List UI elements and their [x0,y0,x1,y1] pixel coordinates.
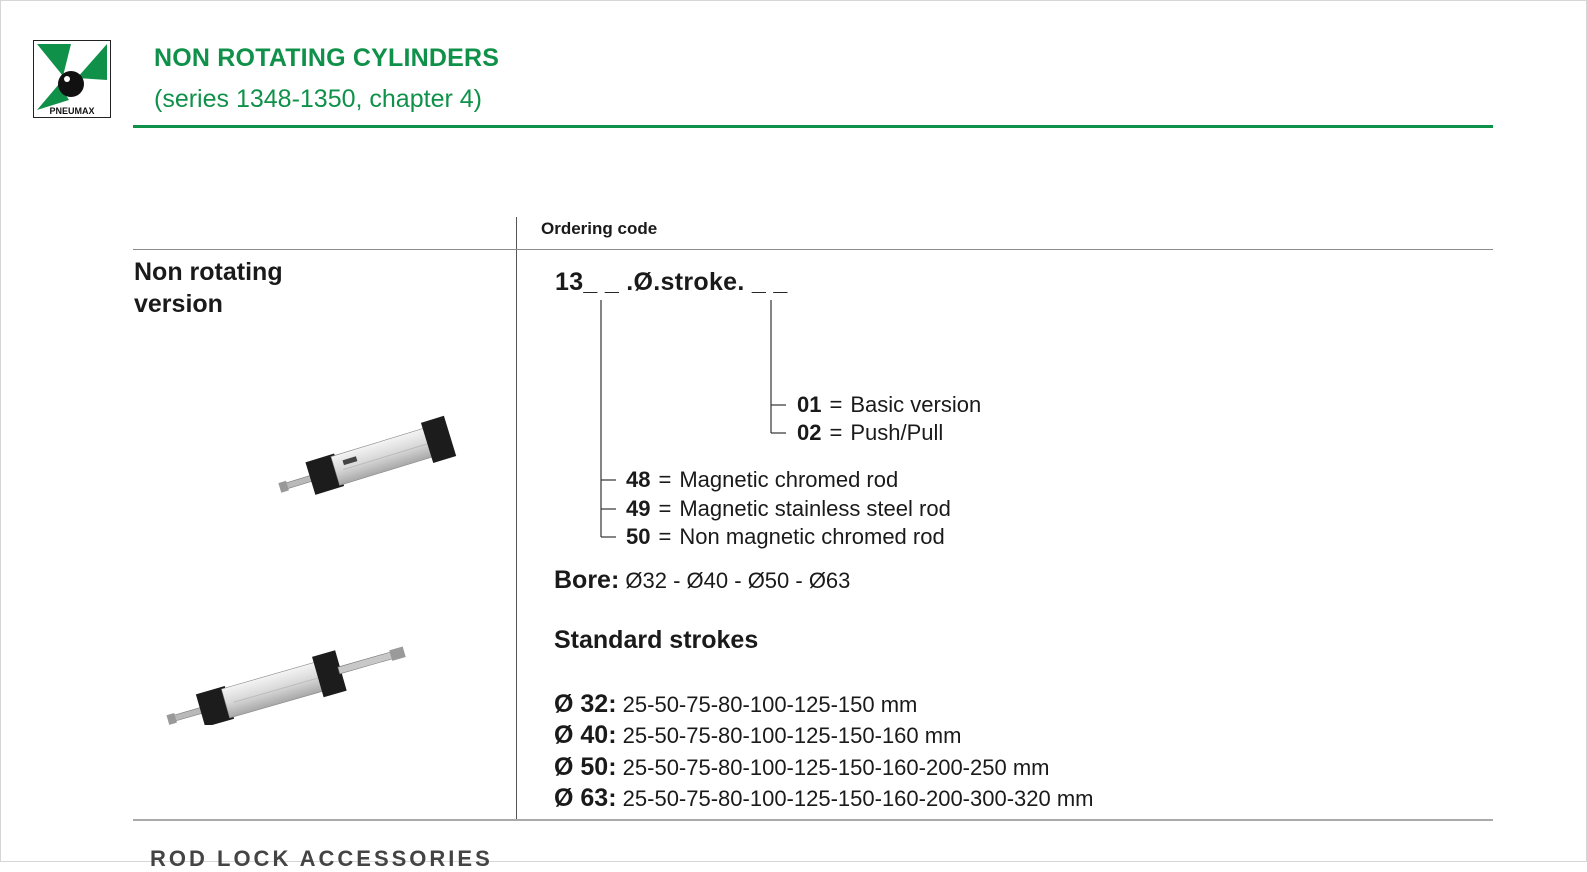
option-desc: Basic version [850,392,982,417]
option-desc: Push/Pull [850,420,944,445]
option-eq: = [829,392,843,417]
option-code: 02 [797,420,822,445]
stroke-row-40 [554,721,961,750]
standard-strokes-title: Standard strokes [554,626,759,654]
rod-option-50 [626,524,945,550]
option-code: 48 [626,467,651,492]
stroke-values: 25-50-75-80-100-125-150 mm [622,692,918,717]
stroke-bore: Ø 50: [554,753,617,781]
bore-line [554,566,850,595]
option-eq: = [658,467,672,492]
option-desc: Magnetic chromed rod [679,467,899,492]
version-option-01 [797,392,981,418]
rod-option-48 [626,467,898,493]
ordering-code-pattern: 13_ _ .Ø.stroke. _ _ [555,268,788,296]
stroke-values: 25-50-75-80-100-125-150-160-200-300-320 mm [622,786,1094,811]
stroke-values: 25-50-75-80-100-125-150-160 mm [622,723,962,748]
logo-text: PNEUMAX [49,106,95,116]
option-desc: Magnetic stainless steel rod [679,496,951,521]
page-subtitle: (series 1348-1350, chapter 4) [154,85,482,113]
ordering-code-header: Ordering code [541,219,658,238]
stroke-bore: Ø 32: [554,690,617,718]
stroke-row-63 [554,784,1094,813]
option-code: 01 [797,392,822,417]
stroke-values: 25-50-75-80-100-125-150-160-200-250 mm [622,755,1050,780]
section-title-line2: version [134,290,223,318]
option-eq: = [658,496,672,521]
page-title: NON ROTATING CYLINDERS [154,44,500,72]
stroke-row-50 [554,753,1049,782]
section-title-line1: Non rotating [134,258,283,286]
bore-values: Ø32 - Ø40 - Ø50 - Ø63 [625,568,851,593]
cylinder-basic-image [270,410,465,500]
version-option-02 [797,420,943,446]
stroke-bore: Ø 63: [554,784,617,812]
option-eq: = [658,524,672,549]
option-eq: = [829,420,843,445]
next-section-cutoff-title: ROD LOCK ACCESSORIES [150,846,493,871]
cylinder-push-pull-image [158,625,413,725]
option-code: 49 [626,496,651,521]
bore-label: Bore: [554,566,620,594]
rod-option-49 [626,496,951,522]
option-code: 50 [626,524,651,549]
option-desc: Non magnetic chromed rod [679,524,945,549]
stroke-row-32 [554,690,917,719]
stroke-bore: Ø 40: [554,721,617,749]
